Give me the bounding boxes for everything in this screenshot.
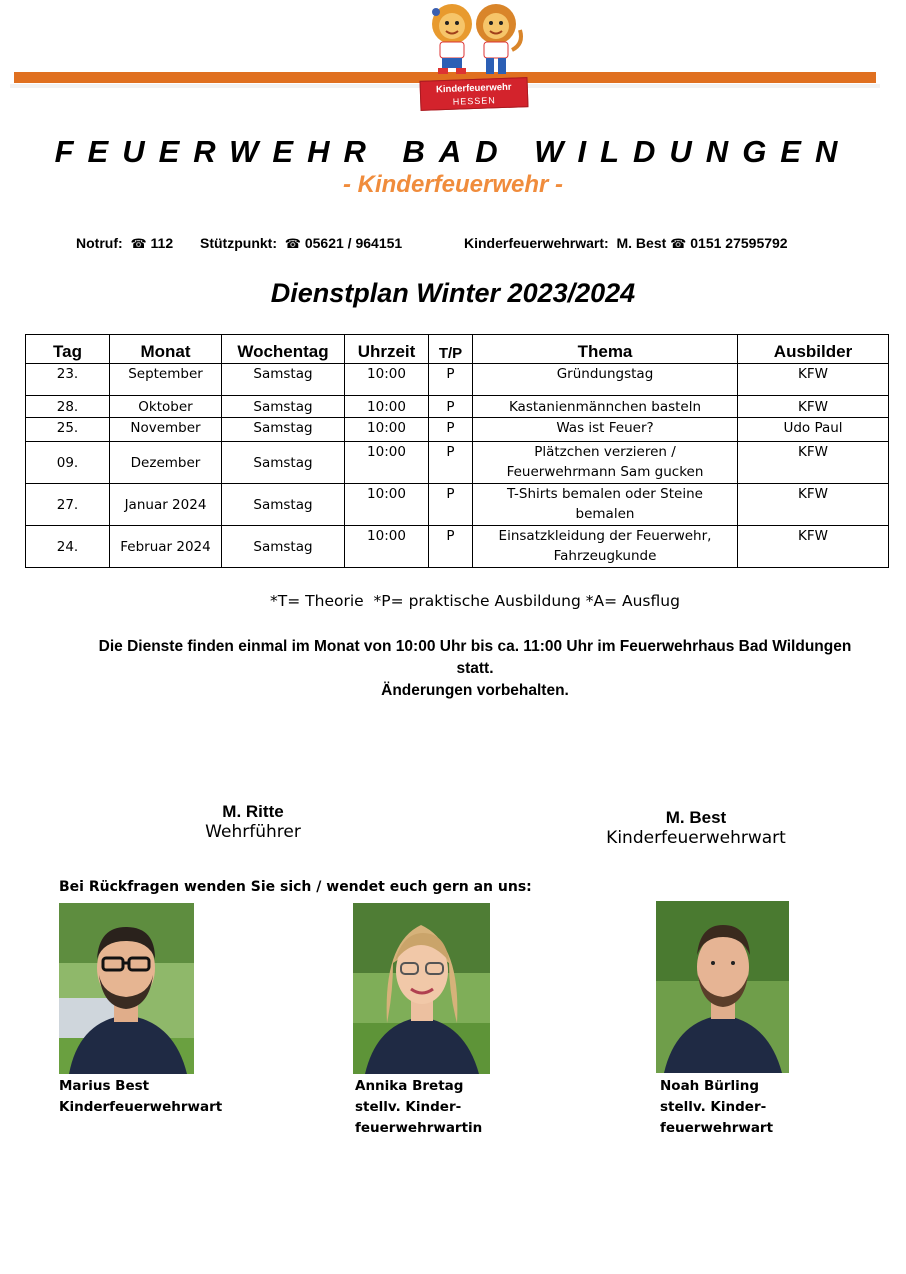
cell-thema-line1: Plätzchen verzieren /	[534, 444, 676, 460]
cell-tag: 28.	[26, 396, 110, 418]
info-line2: statt.	[456, 660, 494, 677]
person-caption	[59, 1076, 222, 1118]
warden-contact	[464, 235, 788, 252]
signature-name: M. Ritte	[222, 802, 284, 821]
logo-badge	[420, 77, 529, 111]
cell-ausbilder: Udo Paul	[738, 418, 889, 442]
cell-tag: 09.	[26, 442, 110, 484]
cell-ausbilder: KFW	[738, 396, 889, 418]
table-row	[26, 442, 889, 484]
person-caption	[660, 1076, 773, 1139]
notruf-label: Notruf:	[76, 235, 123, 251]
logo-badge-line2: HESSEN	[452, 95, 496, 107]
person-role: Kinderfeuerwehrwart	[59, 1099, 223, 1115]
cell-tag: 23.	[26, 364, 110, 396]
cell-uhrzeit: 10:00	[345, 442, 429, 484]
cell-uhrzeit: 10:00	[345, 364, 429, 396]
column-header: Wochentag	[222, 335, 345, 364]
station-contact	[200, 235, 402, 252]
stuetzpunkt-label: Stützpunkt:	[200, 235, 277, 251]
person-name: Annika Bretag	[355, 1078, 464, 1094]
cell-tp: P	[429, 526, 473, 568]
cell-thema: Gründungstag	[473, 364, 738, 396]
warden-number: 0151 27595792	[690, 235, 788, 251]
cell-thema	[473, 484, 738, 526]
cell-thema-line1: T-Shirts bemalen oder Steine	[507, 486, 703, 502]
schedule-table	[25, 334, 889, 568]
cell-monat: Dezember	[110, 442, 222, 484]
column-header: Uhrzeit	[345, 335, 429, 364]
cell-thema-line2: Fahrzeugkunde	[553, 548, 657, 564]
signature-name: M. Best	[665, 808, 727, 827]
cell-uhrzeit: 10:00	[345, 484, 429, 526]
plan-title: Dienstplan Winter 2023/2024	[270, 278, 636, 308]
cell-tp: P	[429, 364, 473, 396]
table-row	[26, 418, 889, 442]
organization-subtitle: - Kinderfeuerwehr -	[342, 171, 564, 198]
legend-note: *T= Theorie *P= praktische Ausbildung *A= Ausflug	[270, 592, 680, 610]
column-header: Ausbilder	[738, 335, 889, 364]
warden-name: M. Best	[616, 235, 667, 251]
cell-monat: September	[110, 364, 222, 396]
person-name: Marius Best	[59, 1078, 150, 1094]
cell-tag: 27.	[26, 484, 110, 526]
info-line1: Die Dienste finden einmal im Monat von 10:00 Uhr bis ca. 11:00 Uhr im Feuerwehrhaus Bad Wildungen	[98, 638, 852, 655]
notruf-number: 112	[150, 235, 174, 251]
cell-thema-line2: Feuerwehrmann Sam gucken	[506, 464, 704, 480]
organization-title: FEUERWEHR BAD WILDUNGEN	[54, 134, 852, 169]
phone-icon: ☎	[130, 236, 147, 251]
cell-thema	[473, 526, 738, 568]
cell-tp: P	[429, 442, 473, 484]
signature-role: Kinderfeuerwehrwart	[606, 828, 786, 848]
info-note	[60, 636, 890, 702]
person-role-continued: feuerwehrwart	[660, 1120, 774, 1136]
cell-tp: P	[429, 396, 473, 418]
person-photo	[656, 901, 789, 1073]
column-header: Tag	[26, 335, 110, 364]
signature-kinderfeuerwehrwart	[596, 808, 796, 848]
table-row	[26, 364, 889, 396]
cell-thema: Kastanienmännchen basteln	[473, 396, 738, 418]
cell-tp: P	[429, 418, 473, 442]
warden-label: Kinderfeuerwehrwart:	[464, 235, 609, 251]
cell-wochentag: Samstag	[222, 364, 345, 396]
person-caption	[355, 1076, 482, 1139]
cell-ausbilder: KFW	[738, 364, 889, 396]
lion-mascots-icon	[416, 0, 534, 86]
column-header: Thema	[473, 335, 738, 364]
info-line3: Änderungen vorbehalten.	[381, 682, 569, 699]
cell-thema: Was ist Feuer?	[473, 418, 738, 442]
cell-wochentag: Samstag	[222, 484, 345, 526]
signature-wehrfuehrer	[153, 802, 353, 842]
cell-tag: 24.	[26, 526, 110, 568]
cell-thema	[473, 442, 738, 484]
cell-ausbilder: KFW	[738, 526, 889, 568]
person-photo	[59, 903, 194, 1074]
contact-intro: Bei Rückfragen wenden Sie sich / wendet euch gern an uns:	[59, 879, 532, 895]
cell-monat: Oktober	[110, 396, 222, 418]
phone-icon: ☎	[284, 236, 301, 251]
cell-ausbilder: KFW	[738, 442, 889, 484]
table-header-row	[26, 335, 889, 364]
stuetzpunkt-number: 05621 / 964151	[304, 235, 403, 251]
person-name: Noah Bürling	[660, 1078, 760, 1094]
cell-uhrzeit: 10:00	[345, 526, 429, 568]
table-row	[26, 396, 889, 418]
cell-ausbilder: KFW	[738, 484, 889, 526]
logo-badge-line1: Kinderfeuerwehr	[435, 81, 512, 96]
kinderfeuerwehr-logo	[416, 0, 534, 112]
cell-uhrzeit: 10:00	[345, 396, 429, 418]
table-row	[26, 484, 889, 526]
cell-wochentag: Samstag	[222, 396, 345, 418]
phone-icon: ☎	[670, 236, 687, 251]
cell-uhrzeit: 10:00	[345, 418, 429, 442]
person-photo	[353, 903, 490, 1074]
person-role: stellv. Kinder-	[660, 1099, 767, 1115]
person-role: stellv. Kinder-	[355, 1099, 462, 1115]
cell-wochentag: Samstag	[222, 442, 345, 484]
cell-wochentag: Samstag	[222, 526, 345, 568]
column-header: T/P	[429, 335, 473, 364]
cell-monat: November	[110, 418, 222, 442]
cell-tag: 25.	[26, 418, 110, 442]
cell-thema-line2: bemalen	[575, 506, 635, 522]
cell-monat: Februar 2024	[110, 526, 222, 568]
cell-monat: Januar 2024	[110, 484, 222, 526]
column-header: Monat	[110, 335, 222, 364]
signature-role: Wehrführer	[205, 822, 301, 842]
cell-thema-line1: Einsatzkleidung der Feuerwehr,	[498, 528, 712, 544]
person-role-continued: feuerwehrwartin	[355, 1120, 483, 1136]
cell-tp: P	[429, 484, 473, 526]
emergency-contact	[76, 235, 173, 252]
cell-wochentag: Samstag	[222, 418, 345, 442]
table-row	[26, 526, 889, 568]
